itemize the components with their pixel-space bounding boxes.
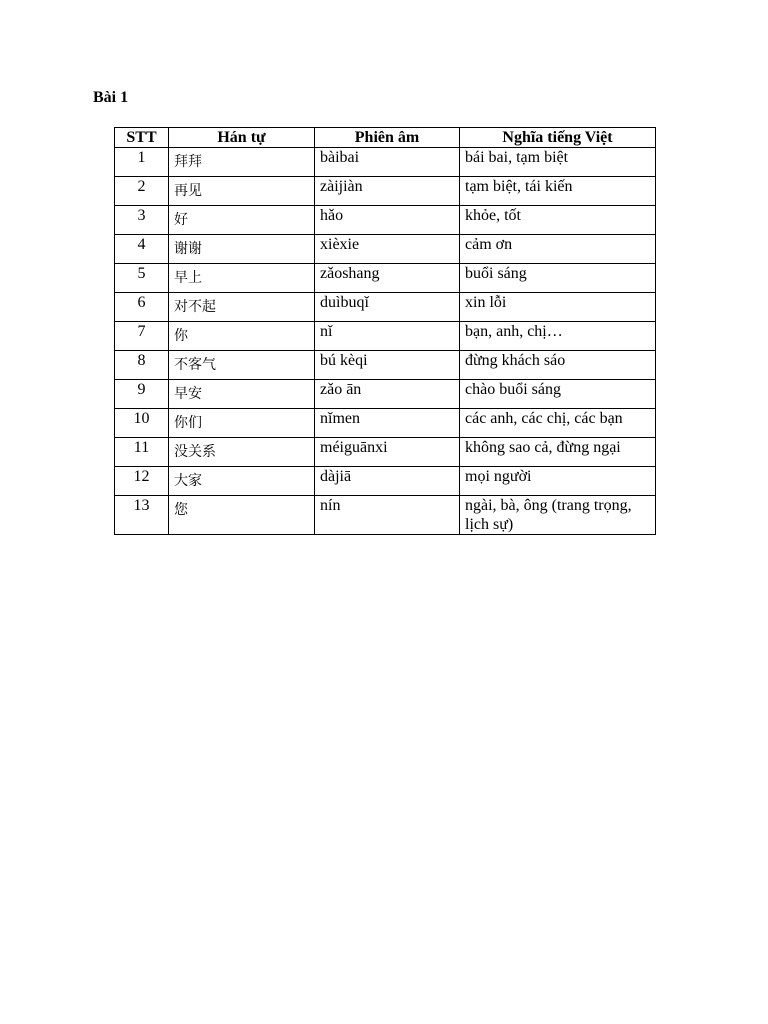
nghia-cell: bạn, anh, chị… <box>460 322 656 351</box>
han-tu-cell: 你 <box>169 322 315 351</box>
table-row <box>115 380 656 409</box>
han-tu-cell: 谢谢 <box>169 235 315 264</box>
han-tu-cell: 再见 <box>169 177 315 206</box>
han-tu-cell: 对不起 <box>169 293 315 322</box>
vocabulary-table <box>114 127 656 535</box>
phien-am-cell: méiguānxi <box>315 438 460 467</box>
phien-am-cell: zǎo ān <box>315 380 460 409</box>
phien-am-cell: nǐ <box>315 322 460 351</box>
stt-cell: 3 <box>115 206 169 235</box>
han-tu-cell: 没关系 <box>169 438 315 467</box>
stt-cell: 2 <box>115 177 169 206</box>
nghia-cell: bái bai, tạm biệt <box>460 148 656 177</box>
table-row <box>115 322 656 351</box>
han-tu-cell: 好 <box>169 206 315 235</box>
phien-am-cell: xièxie <box>315 235 460 264</box>
header-nghia: Nghĩa tiếng Việt <box>460 128 656 148</box>
table-row <box>115 438 656 467</box>
table-row <box>115 409 656 438</box>
nghia-cell: khỏe, tốt <box>460 206 656 235</box>
nghia-cell: các anh, các chị, các bạn <box>460 409 656 438</box>
table-row <box>115 177 656 206</box>
nghia-cell: cảm ơn <box>460 235 656 264</box>
table-row <box>115 264 656 293</box>
stt-cell: 5 <box>115 264 169 293</box>
han-tu-cell: 大家 <box>169 467 315 496</box>
nghia-cell: mọi người <box>460 467 656 496</box>
nghia-cell: xin lỗi <box>460 293 656 322</box>
han-tu-cell: 您 <box>169 496 315 535</box>
han-tu-cell: 早上 <box>169 264 315 293</box>
stt-cell: 1 <box>115 148 169 177</box>
header-phien-am: Phiên âm <box>315 128 460 148</box>
stt-cell: 13 <box>115 496 169 535</box>
han-tu-cell: 你们 <box>169 409 315 438</box>
phien-am-cell: nín <box>315 496 460 535</box>
phien-am-cell: zàijiàn <box>315 177 460 206</box>
phien-am-cell: bàibai <box>315 148 460 177</box>
phien-am-cell: bú kèqi <box>315 351 460 380</box>
table-row <box>115 467 656 496</box>
han-tu-cell: 不客气 <box>169 351 315 380</box>
nghia-cell: chào buổi sáng <box>460 380 656 409</box>
phien-am-cell: duìbuqǐ <box>315 293 460 322</box>
stt-cell: 7 <box>115 322 169 351</box>
nghia-cell: ngài, bà, ông (trang trọng, lịch sự) <box>460 496 656 535</box>
nghia-cell: tạm biệt, tái kiến <box>460 177 656 206</box>
stt-cell: 10 <box>115 409 169 438</box>
header-han-tu: Hán tự <box>169 128 315 148</box>
nghia-cell: đừng khách sáo <box>460 351 656 380</box>
stt-cell: 11 <box>115 438 169 467</box>
header-stt: STT <box>115 128 169 148</box>
section-heading: Bài 1 <box>93 89 129 106</box>
table-row <box>115 351 656 380</box>
phien-am-cell: hǎo <box>315 206 460 235</box>
phien-am-cell: zǎoshang <box>315 264 460 293</box>
table-header-row <box>115 128 656 148</box>
stt-cell: 6 <box>115 293 169 322</box>
nghia-cell: không sao cả, đừng ngại <box>460 438 656 467</box>
table-row <box>115 293 656 322</box>
nghia-cell: buổi sáng <box>460 264 656 293</box>
phien-am-cell: nǐmen <box>315 409 460 438</box>
stt-cell: 12 <box>115 467 169 496</box>
table-row <box>115 148 656 177</box>
table-row <box>115 235 656 264</box>
phien-am-cell: dàjiā <box>315 467 460 496</box>
table-row <box>115 496 656 535</box>
han-tu-cell: 早安 <box>169 380 315 409</box>
stt-cell: 8 <box>115 351 169 380</box>
stt-cell: 9 <box>115 380 169 409</box>
table-row <box>115 206 656 235</box>
stt-cell: 4 <box>115 235 169 264</box>
han-tu-cell: 拜拜 <box>169 148 315 177</box>
